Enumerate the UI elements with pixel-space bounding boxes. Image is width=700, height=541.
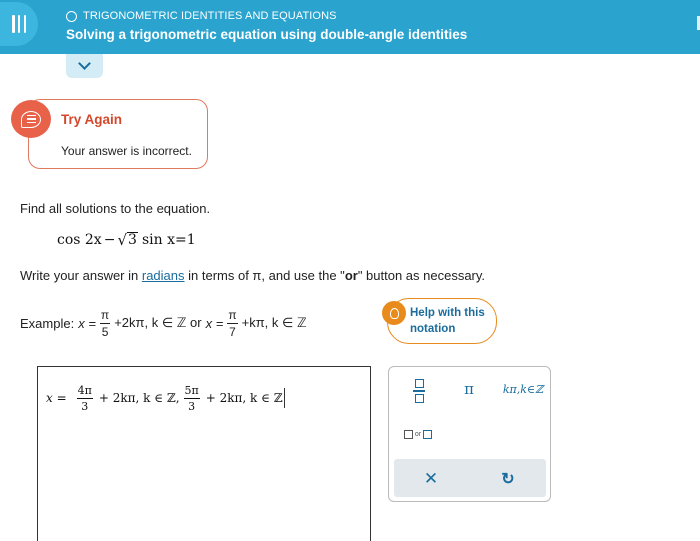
- fraction-icon: [415, 379, 424, 388]
- expand-toggle[interactable]: [66, 54, 103, 78]
- clear-button[interactable]: ✕: [423, 469, 439, 488]
- example-fraction-2: [227, 309, 237, 338]
- topic-label: [66, 10, 337, 22]
- instruction-pre: Write your answer in: [20, 268, 139, 283]
- radians-link[interactable]: radians: [141, 268, 185, 283]
- undo-button[interactable]: ↻: [501, 471, 515, 488]
- answer-fraction-1-den: 3: [81, 399, 89, 413]
- equation-equals: =: [174, 232, 187, 248]
- instruction-post: " button as necessary.: [357, 268, 486, 283]
- example-fraction-1: [100, 309, 110, 338]
- answer-fraction-2: [184, 385, 200, 412]
- equation: [57, 231, 196, 249]
- or-label: or: [414, 430, 422, 438]
- lightbulb-icon: [382, 301, 406, 325]
- answer-lhs: x =: [46, 391, 67, 405]
- fraction-button[interactable]: [410, 378, 428, 404]
- example-term-1: +2kπ, k ∈ ℤ or: [114, 315, 202, 330]
- equation-minus: −: [103, 232, 116, 248]
- help-notation-label[interactable]: Help with this notation: [410, 307, 485, 335]
- or-left-box-icon: [404, 430, 413, 439]
- answer-fraction-2-num: 5π: [184, 383, 199, 397]
- instruction-text: [20, 268, 485, 283]
- or-right-box-icon: [423, 430, 432, 439]
- tool-action-bar: [394, 459, 546, 497]
- page-title: Solving a trigonometric equation using double-angle identities: [66, 27, 468, 42]
- sqrt-icon: √: [117, 231, 128, 249]
- feedback-heading: Try Again: [61, 112, 123, 127]
- example-term-2: +kπ, k ∈ ℤ: [241, 315, 307, 330]
- example-line: [20, 305, 307, 341]
- answer-fraction-2-den: 3: [188, 399, 196, 413]
- answer-fraction-1-num: 4π: [77, 383, 92, 397]
- header-bar: [0, 0, 700, 54]
- equation-sin-term: sin x: [141, 232, 175, 248]
- feedback-message: Your answer is incorrect.: [61, 144, 192, 158]
- k-pi-integer-button[interactable]: kπ,k∈ℤ: [502, 382, 544, 396]
- pi-button[interactable]: π: [464, 380, 474, 398]
- topic-circle-icon: [66, 11, 77, 22]
- equation-radicand: 3: [128, 231, 137, 248]
- example-label: Example:: [20, 315, 75, 331]
- answer-term-1: + 2kπ, k ∈ ℤ,: [98, 391, 180, 405]
- feedback-panel: [28, 99, 208, 169]
- example-lhs-2: x =: [205, 315, 224, 331]
- example-fraction-2-den: 7: [229, 324, 236, 339]
- feedback-bubble-icon: [11, 100, 51, 138]
- instruction-mid: in terms of π, and use the ": [188, 268, 345, 283]
- example-fraction-1-num: π: [100, 307, 110, 322]
- or-button[interactable]: [400, 426, 436, 442]
- equation-rhs: 1: [186, 232, 196, 248]
- topic-text: TRIGONOMETRIC IDENTITIES AND EQUATIONS: [83, 10, 337, 22]
- instruction-bold: or: [344, 268, 358, 283]
- menu-button[interactable]: [0, 2, 38, 46]
- question-prompt: Find all solutions to the equation.: [20, 201, 211, 216]
- chevron-down-icon: [78, 57, 91, 70]
- example-lhs-1: x =: [78, 315, 96, 331]
- equation-cos-term: cos 2x: [57, 232, 102, 248]
- text-cursor: [284, 388, 285, 408]
- example-fraction-2-num: π: [228, 307, 237, 322]
- menu-icon: [12, 15, 26, 33]
- example-fraction-1-den: 5: [101, 324, 109, 339]
- answer-fraction-1: [77, 385, 93, 412]
- answer-term-2: + 2kπ, k ∈ ℤ: [205, 391, 283, 405]
- answer-content[interactable]: [46, 378, 285, 418]
